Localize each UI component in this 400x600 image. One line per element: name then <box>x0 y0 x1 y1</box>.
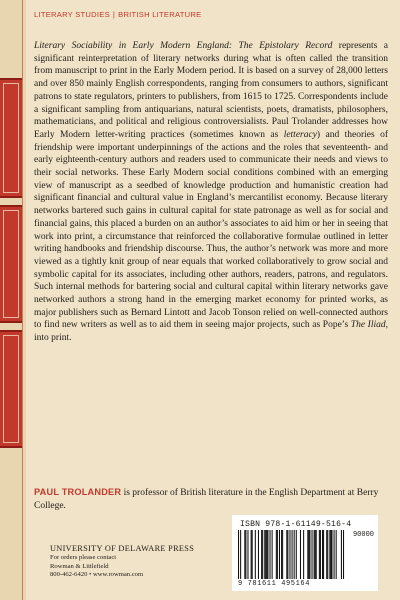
author-bio-text: is professor of British literature in the English Department at Berry College. <box>34 488 379 511</box>
series-right: BRITISH LITERATURE <box>118 10 202 19</box>
description-part-1: represents a significant reinterpretation of literary networks during what is often called the transition from manuscript to print in the Early Modern period. It is based on a survey of 28,000 letters and over 850 mainly English correspondents, ranging from consumers to authors, significant patrons to state regulators, printers to publishers, from 1615 to 1725. Correspondents include a significant sampling from antiquarians, natural scientists, poets, dramatists, philosophers, mathematicians, and political and religious controversialists. Paul Trolander addresses how Early Modern letter-writing practices (sometimes known as <box>34 41 388 140</box>
decorative-panel <box>0 330 22 448</box>
publisher-name: UNIVERSITY OF DELAWARE PRESS <box>50 544 195 553</box>
book-title: Literary Sociability in Early Modern England: The Epistolary Record <box>34 41 333 51</box>
publisher-contact: 800-462-6420 • www.rowman.com <box>50 571 144 579</box>
series-left: LITERARY STUDIES <box>34 10 110 19</box>
price-code: 90000 <box>352 531 374 539</box>
publisher-distributor: Rowman & Littlefield <box>50 562 109 570</box>
decorative-panel <box>0 205 22 323</box>
publisher-order-line: For orders please contact <box>50 554 117 561</box>
isbn-text: ISBN 978-1-61149-516-4 <box>240 520 352 529</box>
letteracy-term: letteracy <box>283 129 317 140</box>
iliad-title: The Iliad <box>350 320 386 331</box>
author-bio <box>34 486 388 513</box>
band-divider-line <box>22 0 23 600</box>
series-separator: | <box>112 10 116 19</box>
barcode-bars <box>238 530 346 579</box>
book-description <box>34 40 388 345</box>
barcode-digits: 9 781611 495164 <box>238 580 311 588</box>
author-name: PAUL TROLANDER <box>34 487 122 497</box>
description-part-2: ) and theories of friendship were important underpinnings of the actions and the roles that seventeenth- and early eighteenth-century authors and readers used to communicate their needs and views to their social networks. These Early Modern social conditions combined with an emerging view of manuscript as a seedbed of knowledge production and humanistic creation had significant financial and cultural value in England’s mercantilist economy. Because literary networks bartered such gains in cultural capital for state patronage as well as for social and financial gains, this placed a burden on an author’s associates to aid him or her in seeing that work into print, a circumstance that reinforced the collaborative formulae outlined in letter writing handbooks and friendship discourse. Thus, the author’s network was more and more viewed as a tightly knit group of near equals that worked collaboratively to grow social and symbolic capital for its associates, including other authors, readers, patrons, and regulators. Such internal methods for bartering social and cultural capital within literary networks gave networked authors a strong hand in the emerging market economy for printed works, as major publishers such as Bernard Lintott and Jacob Tonson relied on well-connected authors to find new writers as well as to aid them in seeing major projects, such as Pope’s <box>34 129 388 331</box>
series-label <box>34 10 201 19</box>
barcode-box <box>232 515 378 591</box>
publisher-block <box>50 544 194 580</box>
decorative-panel <box>0 78 22 198</box>
decorative-side-band <box>0 0 26 600</box>
description-part-3: , into print. <box>34 320 388 344</box>
